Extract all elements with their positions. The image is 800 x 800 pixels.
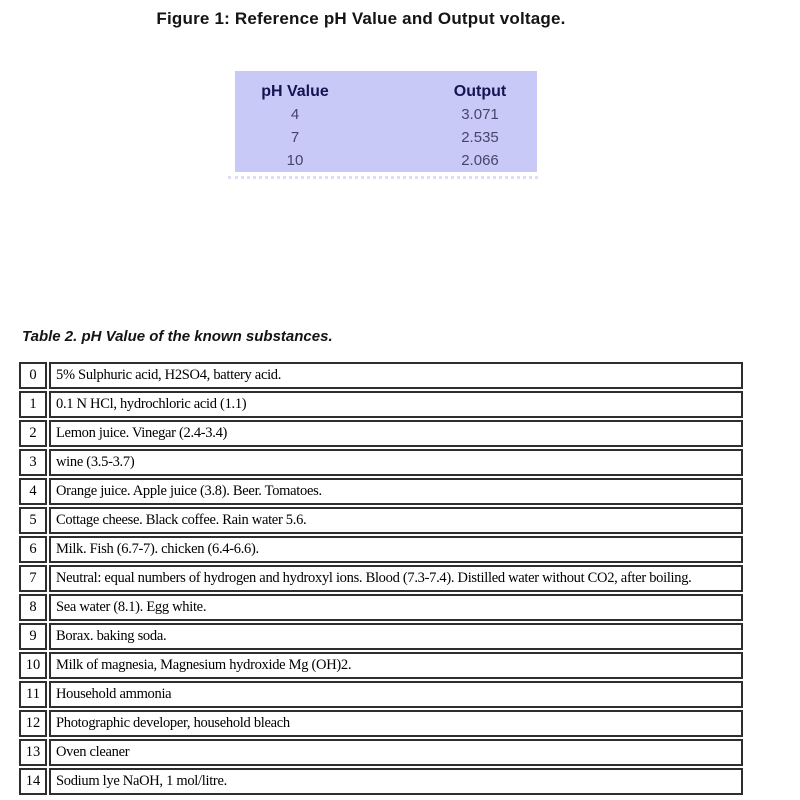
table-row (19, 681, 743, 708)
substance-cell: 0.1 N HCl, hydrochloric acid (1.1) (49, 391, 743, 418)
table-row (19, 565, 743, 592)
table-row (19, 449, 743, 476)
substance-cell: Milk. Fish (6.7-7). chicken (6.4-6.6). (49, 536, 743, 563)
ph-value-cell: 10 (286, 152, 304, 169)
reference-table-bottom-artifact (228, 176, 538, 179)
ph-number-cell: 7 (19, 565, 47, 592)
ph-value-cell: 7 (290, 129, 300, 146)
table2-caption: Table 2. pH Value of the known substances. (22, 328, 333, 345)
table-row (19, 652, 743, 679)
table-row (19, 478, 743, 505)
output-value-cell: 2.535 (461, 129, 499, 146)
substance-cell: Oven cleaner (49, 739, 743, 766)
ph-number-cell: 11 (19, 681, 47, 708)
ph-substances-table (17, 360, 745, 797)
output-value-cell: 3.071 (461, 106, 499, 123)
table-row (19, 594, 743, 621)
substance-cell: wine (3.5-3.7) (49, 449, 743, 476)
substance-cell: Photographic developer, household bleach (49, 710, 743, 737)
ph-number-cell: 14 (19, 768, 47, 795)
output-header: Output (453, 83, 507, 100)
table-row (19, 623, 743, 650)
substance-cell: Neutral: equal numbers of hydrogen and hydroxyl ions. Blood (7.3-7.4). Distilled water without CO2, after boiling. (49, 565, 743, 592)
substance-cell: Orange juice. Apple juice (3.8). Beer. Tomatoes. (49, 478, 743, 505)
table-row (19, 536, 743, 563)
table-row (19, 420, 743, 447)
ph-number-cell: 8 (19, 594, 47, 621)
ph-number-cell: 13 (19, 739, 47, 766)
ph-number-cell: 9 (19, 623, 47, 650)
ph-number-cell: 0 (19, 362, 47, 389)
substance-cell: Household ammonia (49, 681, 743, 708)
substance-cell: Sea water (8.1). Egg white. (49, 594, 743, 621)
output-value-cell: 2.066 (461, 152, 499, 169)
figure-title: Figure 1: Reference pH Value and Output voltage. (156, 9, 566, 28)
table-row (19, 391, 743, 418)
ph-number-cell: 4 (19, 478, 47, 505)
substance-cell: Lemon juice. Vinegar (2.4-3.4) (49, 420, 743, 447)
substance-cell: Cottage cheese. Black coffee. Rain water 5.6. (49, 507, 743, 534)
ph-number-cell: 5 (19, 507, 47, 534)
table-row (19, 710, 743, 737)
ph-number-cell: 1 (19, 391, 47, 418)
reference-table (235, 71, 537, 172)
table-row (19, 362, 743, 389)
substance-cell: Borax. baking soda. (49, 623, 743, 650)
ph-value-header: pH Value (261, 83, 329, 100)
substance-cell: Sodium lye NaOH, 1 mol/litre. (49, 768, 743, 795)
substance-cell: Milk of magnesia, Magnesium hydroxide Mg (OH)2. (49, 652, 743, 679)
ph-number-cell: 12 (19, 710, 47, 737)
table-row (19, 739, 743, 766)
ph-number-cell: 6 (19, 536, 47, 563)
ph-number-cell: 3 (19, 449, 47, 476)
ph-value-cell: 4 (290, 106, 300, 123)
table-row (19, 507, 743, 534)
ph-number-cell: 2 (19, 420, 47, 447)
substance-cell: 5% Sulphuric acid, H2SO4, battery acid. (49, 362, 743, 389)
ph-number-cell: 10 (19, 652, 47, 679)
table-row (19, 768, 743, 795)
